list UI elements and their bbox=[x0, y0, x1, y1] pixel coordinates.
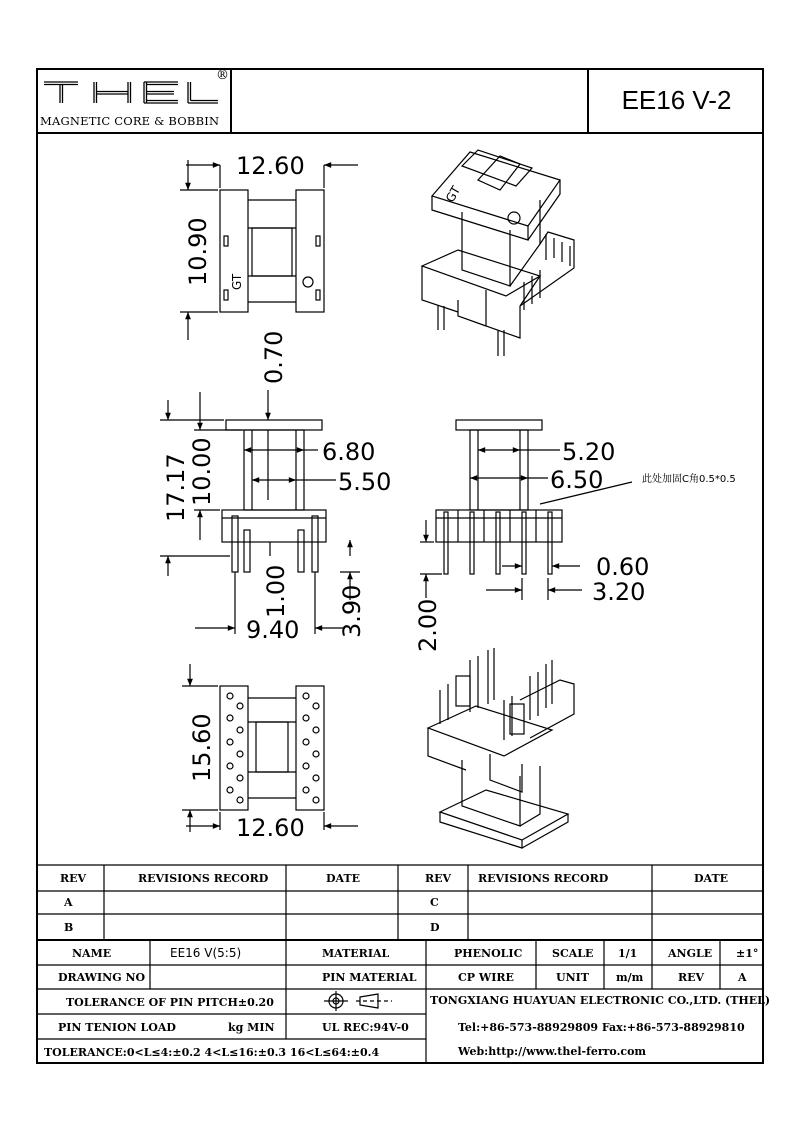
title-block-grid bbox=[36, 865, 764, 1064]
part-title: EE16 V-2 bbox=[587, 68, 764, 134]
isometric-view-upright bbox=[422, 150, 574, 356]
engrave-mark: GT bbox=[230, 273, 244, 290]
dim-bottom-width: 12.60 bbox=[236, 814, 305, 842]
date-header-2: DATE bbox=[694, 872, 729, 885]
rev-c: C bbox=[430, 896, 439, 909]
isometric-view-inverted bbox=[428, 648, 574, 848]
pin-material-label: PIN MATERIAL bbox=[322, 971, 417, 984]
dim-inner-width: 6.80 bbox=[322, 438, 376, 466]
dim-side-inner: 5.20 bbox=[562, 438, 616, 466]
unit-label: UNIT bbox=[556, 971, 589, 984]
dim-pin-diameter: 0.60 bbox=[596, 553, 650, 581]
rev-a: A bbox=[64, 896, 73, 909]
rev-label: REV bbox=[678, 971, 705, 984]
angle-value: ±1° bbox=[736, 947, 759, 960]
pin-material-value: CP WIRE bbox=[458, 971, 514, 984]
material-label: MATERIAL bbox=[322, 947, 390, 960]
revisions-record-header: REVISIONS RECORD bbox=[138, 872, 269, 885]
name-value: EE16 V(5:5) bbox=[170, 946, 242, 960]
pin-tension-label: PIN TENION LOAD bbox=[58, 1021, 176, 1034]
svg-text:GT: GT bbox=[442, 183, 464, 205]
scale-label: SCALE bbox=[552, 947, 594, 960]
unit-value: m/m bbox=[616, 971, 644, 984]
dim-core-width: 5.50 bbox=[338, 468, 392, 496]
angle-label: ANGLE bbox=[668, 947, 713, 960]
name-label: NAME bbox=[72, 947, 112, 960]
dim-pin-spacing: 3.90 bbox=[338, 584, 366, 638]
logo-subtitle: MAGNETIC CORE & BOBBIN bbox=[40, 114, 220, 128]
revisions-record-header-2: REVISIONS RECORD bbox=[478, 872, 609, 885]
pin-tension-unit: kg MIN bbox=[228, 1021, 275, 1034]
rev-header: REV bbox=[60, 872, 87, 885]
dim-front-total-height: 17.17 bbox=[162, 453, 190, 522]
front-view bbox=[160, 390, 360, 634]
rev-d: D bbox=[430, 921, 440, 934]
drawing-no-label: DRAWING NO bbox=[58, 971, 146, 984]
dim-side-outer: 6.50 bbox=[550, 466, 604, 494]
dim-bottom-height: 15.60 bbox=[188, 713, 216, 782]
rev-b: B bbox=[64, 921, 74, 934]
registered-mark: ® bbox=[216, 68, 229, 83]
dim-pin-pitch: 3.20 bbox=[592, 578, 646, 606]
ul-rating: UL REC:94V-0 bbox=[322, 1021, 409, 1034]
date-header: DATE bbox=[326, 872, 361, 885]
dim-pin-offset: 1.00 bbox=[262, 564, 290, 618]
dim-front-body-height: 10.00 bbox=[188, 437, 216, 506]
company-tel: Tel:+86-573-88929809 Fax:+86-573-88929810 bbox=[458, 1021, 745, 1034]
tolerance-pitch: TOLERANCE OF PIN PITCH±0.20 bbox=[66, 996, 274, 1009]
company-web: Web:http://www.thel-ferro.com bbox=[458, 1045, 647, 1058]
rev-header-2: REV bbox=[425, 872, 452, 885]
chamfer-note: 此处加固C角0.5*0.5 bbox=[642, 474, 736, 485]
company-name: TONGXIANG HUAYUAN ELECTRONIC CO.,LTD. (THEL) bbox=[430, 994, 771, 1007]
dim-pin-span: 9.40 bbox=[246, 616, 300, 644]
dim-pin-length: 2.00 bbox=[414, 598, 442, 652]
dim-flange-thickness: 0.70 bbox=[260, 330, 288, 384]
dim-top-width: 12.60 bbox=[236, 152, 305, 180]
dim-top-height: 10.90 bbox=[184, 217, 212, 286]
scale-value: 1/1 bbox=[618, 947, 638, 960]
tolerance-ranges: TOLERANCE:0<L≤4:±0.2 4<L≤16:±0.3 16<L≤64:±0.4 bbox=[44, 1046, 380, 1059]
material-value: PHENOLIC bbox=[454, 947, 523, 960]
rev-value: A bbox=[738, 971, 747, 984]
